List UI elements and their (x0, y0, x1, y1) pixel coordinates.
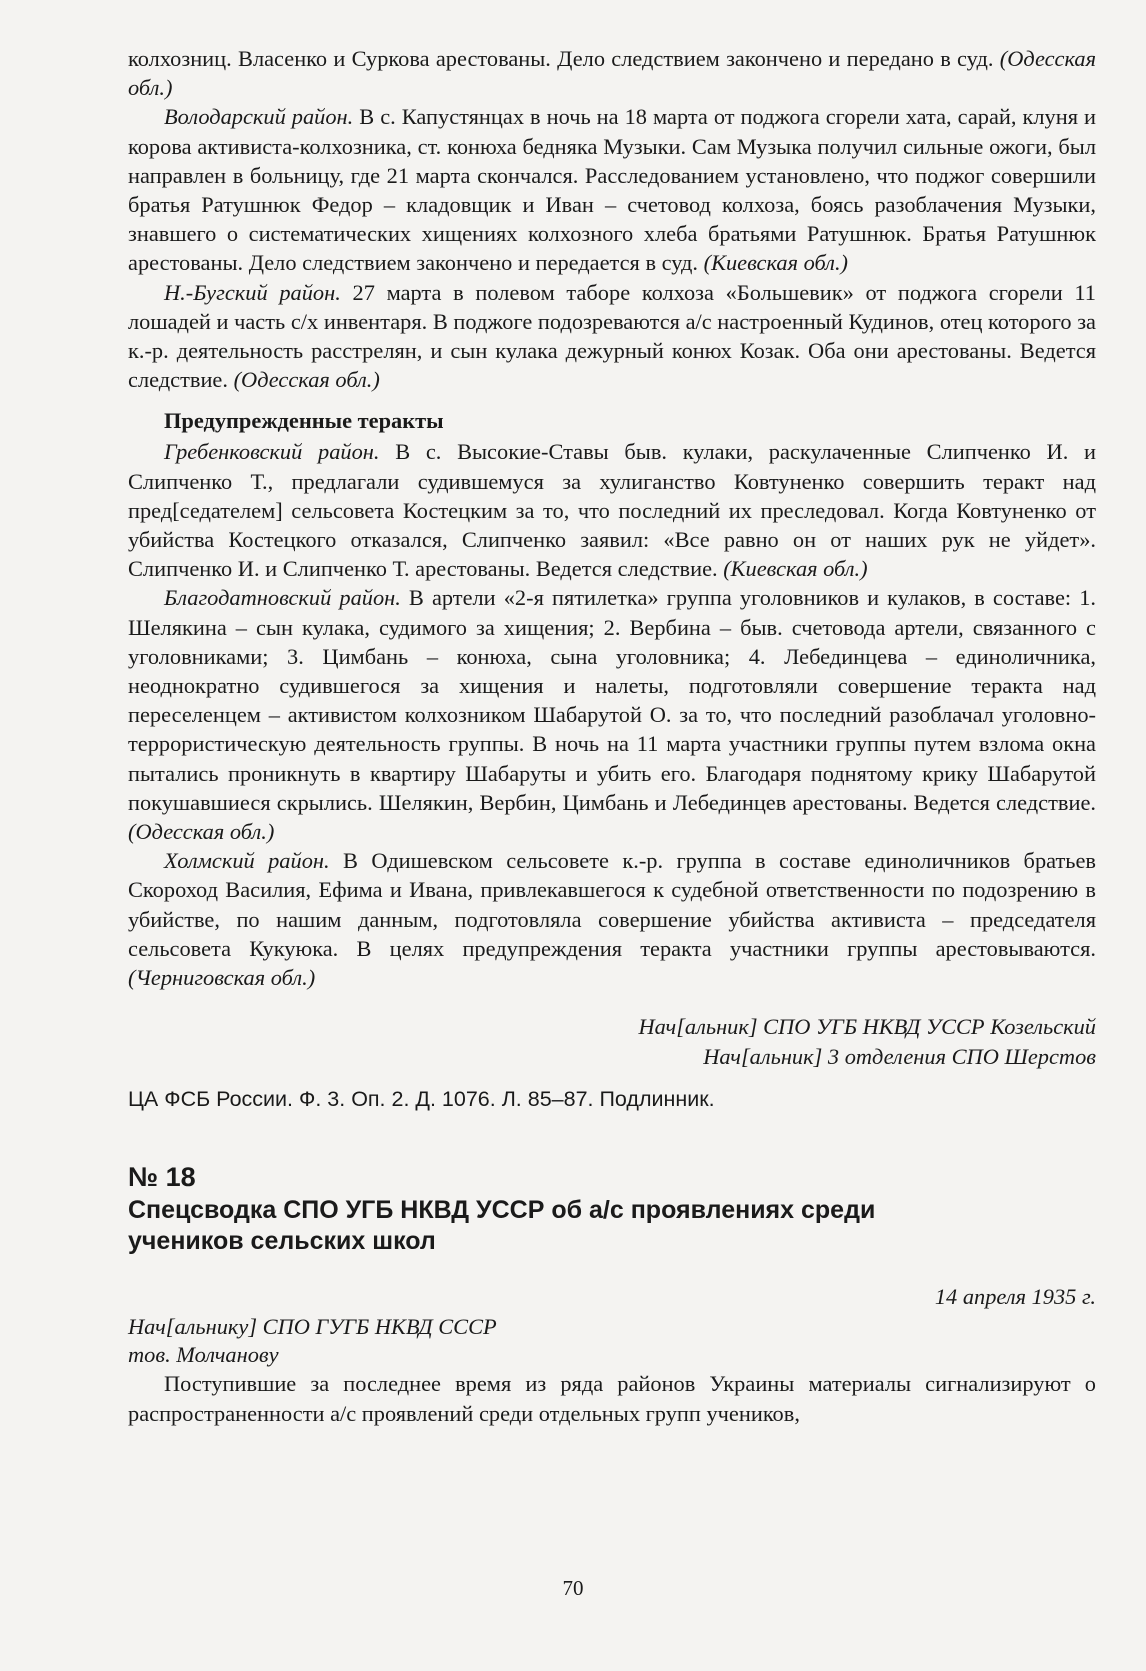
region-ref: (Киевская обл.) (703, 250, 848, 276)
document-title: Спецсводка СПО УГБ НКВД УССР об а/с проявлениях среди учеников сельских школ (128, 1196, 876, 1256)
paragraph-continuation (128, 44, 1096, 102)
paragraph-text: В Одишевском сельсовете к.-р. группа в составе единоличников братьев Скороход Василия, Ефима и Ивана, привлекавшегося к судебной ответственности по подозрению в убийстве, по нашим данным, подготовляла совершение убийства активиста – председателя сельсовета Кукуюка. В целях предупреждения теракта участники группы арестовываются. (128, 848, 1097, 961)
paragraph-kholmsky (128, 846, 1096, 992)
paragraph-blagodatnovsky (128, 583, 1096, 846)
page-number: 70 (562, 1576, 584, 1600)
region-ref: (Киевская обл.) (723, 556, 868, 582)
district-name: Холмский район. (164, 848, 330, 874)
district-name: Благодатновский район. (164, 585, 401, 611)
district-name: Гребенковский район. (164, 439, 380, 465)
district-name: Володарский район. (164, 104, 354, 130)
district-name: Н.-Бугский район. (164, 279, 341, 305)
region-ref: (Одесская обл.) (233, 367, 380, 393)
addressee-line-2: тов. Молчанову (128, 1342, 279, 1368)
paragraph-text: В с. Высокие-Ставы быв. кулаки, раскулаченные Слипченко И. и Слипченко Т., предлагали судившемуся за хулиганство Ковтуненко совершить теракт над пред[седателем] сельсовета Костецким за то, что последний их преследовал. Когда Ковтуненко от убийства Костецкого отказался, Слипченко заявил: «Все равно он от наших рук не уйдет». Слипченко И. и Слипченко Т. арестованы. Ведется следствие. (128, 439, 1097, 582)
paragraph-n-bugsky (128, 278, 1096, 395)
paragraph-text: 27 марта в полевом таборе колхоза «Большевик» от поджога сгорели 11 лошадей и часть с/х инвентаря. В поджоге подозреваются а/с настроенный Кудинов, отец которого за к.-р. деятельность расстрелян, и сын кулака дежурный конюх Козак. Оба они арестованы. Ведется следствие. (128, 279, 1096, 393)
document-date: 14 апреля 1935 г. (934, 1284, 1096, 1310)
paragraph-text: В артели «2-я пятилетка» группа уголовников и кулаков, в составе: 1. Шелякина – сын кулака, судимого за хищения; 2. Вербина – быв. счетовода артели, связанного с уголовниками; 3. Цимбань – конюха, сына уголовника; 4. Лебединцева – единоличника, неоднократно судившегося за хищения и налеты, подготовляли совершение теракта над переселенцем – активистом колхозником Шабарутой О. за то, что последний разоблачал уголовно-террористическую деятельность группы. В ночь на 11 марта участники группы путем взлома окна пытались проникнуть в квартиру Шабаруты и убить его. Благодаря поднятому крику Шабарутой покушавшиеся скрылись. Шелякин, Вербин, Цимбань и Лебединцев арестованы. Ведется следствие. (128, 585, 1096, 815)
signature-line-1: Нач[альник] СПО УГБ НКВД УССР Козельский (638, 1014, 1096, 1040)
section-heading: Предупрежденные теракты (164, 408, 444, 434)
paragraph-grebenkovsky (128, 437, 1096, 583)
addressee (128, 1313, 1096, 1369)
paragraph-text: колхозниц. Власенко и Суркова арестованы. Дело следствием закончено и передано в суд. (128, 46, 1000, 71)
archive-reference: ЦА ФСБ России. Ф. 3. Оп. 2. Д. 1076. Л. 85–87. Подлинник. (128, 1087, 715, 1112)
text-column (128, 44, 1096, 1428)
document-number: № 18 (128, 1162, 196, 1193)
paragraph-text: В с. Капустянцах в ночь на 18 марта от поджога сгорели хата, сарай, клуня и корова активиста-колхозника, ст. конюха бедняка Музыки. Сам Музыка получил сильные ожоги, был направлен в больницу, где 21 марта скончался. Расследованием установлено, что поджог совершили братья Ратушнюк Федор – кладовщик и Иван – счетовод колхоза, боясь разоблачения Музыки, знавшего о систематических хищениях колхозного хлеба братьями Ратушнюк. Братья Ратушнюк арестованы. Дело следствием закончено и передается в суд. (128, 104, 1096, 276)
paragraph-volodarsky (128, 102, 1096, 277)
region-ref: (Одесская обл.) (128, 819, 275, 845)
region-ref: (Черниговская обл.) (128, 965, 316, 991)
document-body: Поступившие за последнее время из ряда районов Украины материалы сигнализируют о распространенности а/с проявлений среди отдельных групп учеников, (128, 1371, 1096, 1426)
signature-line-2: Нач[альник] 3 отделения СПО Шерстов (703, 1043, 1096, 1069)
signature-block (128, 1012, 1096, 1071)
addressee-line-1: Нач[альнику] СПО ГУГБ НКВД СССР (128, 1314, 497, 1340)
region-ref: (Одесская обл.) (128, 46, 1096, 101)
